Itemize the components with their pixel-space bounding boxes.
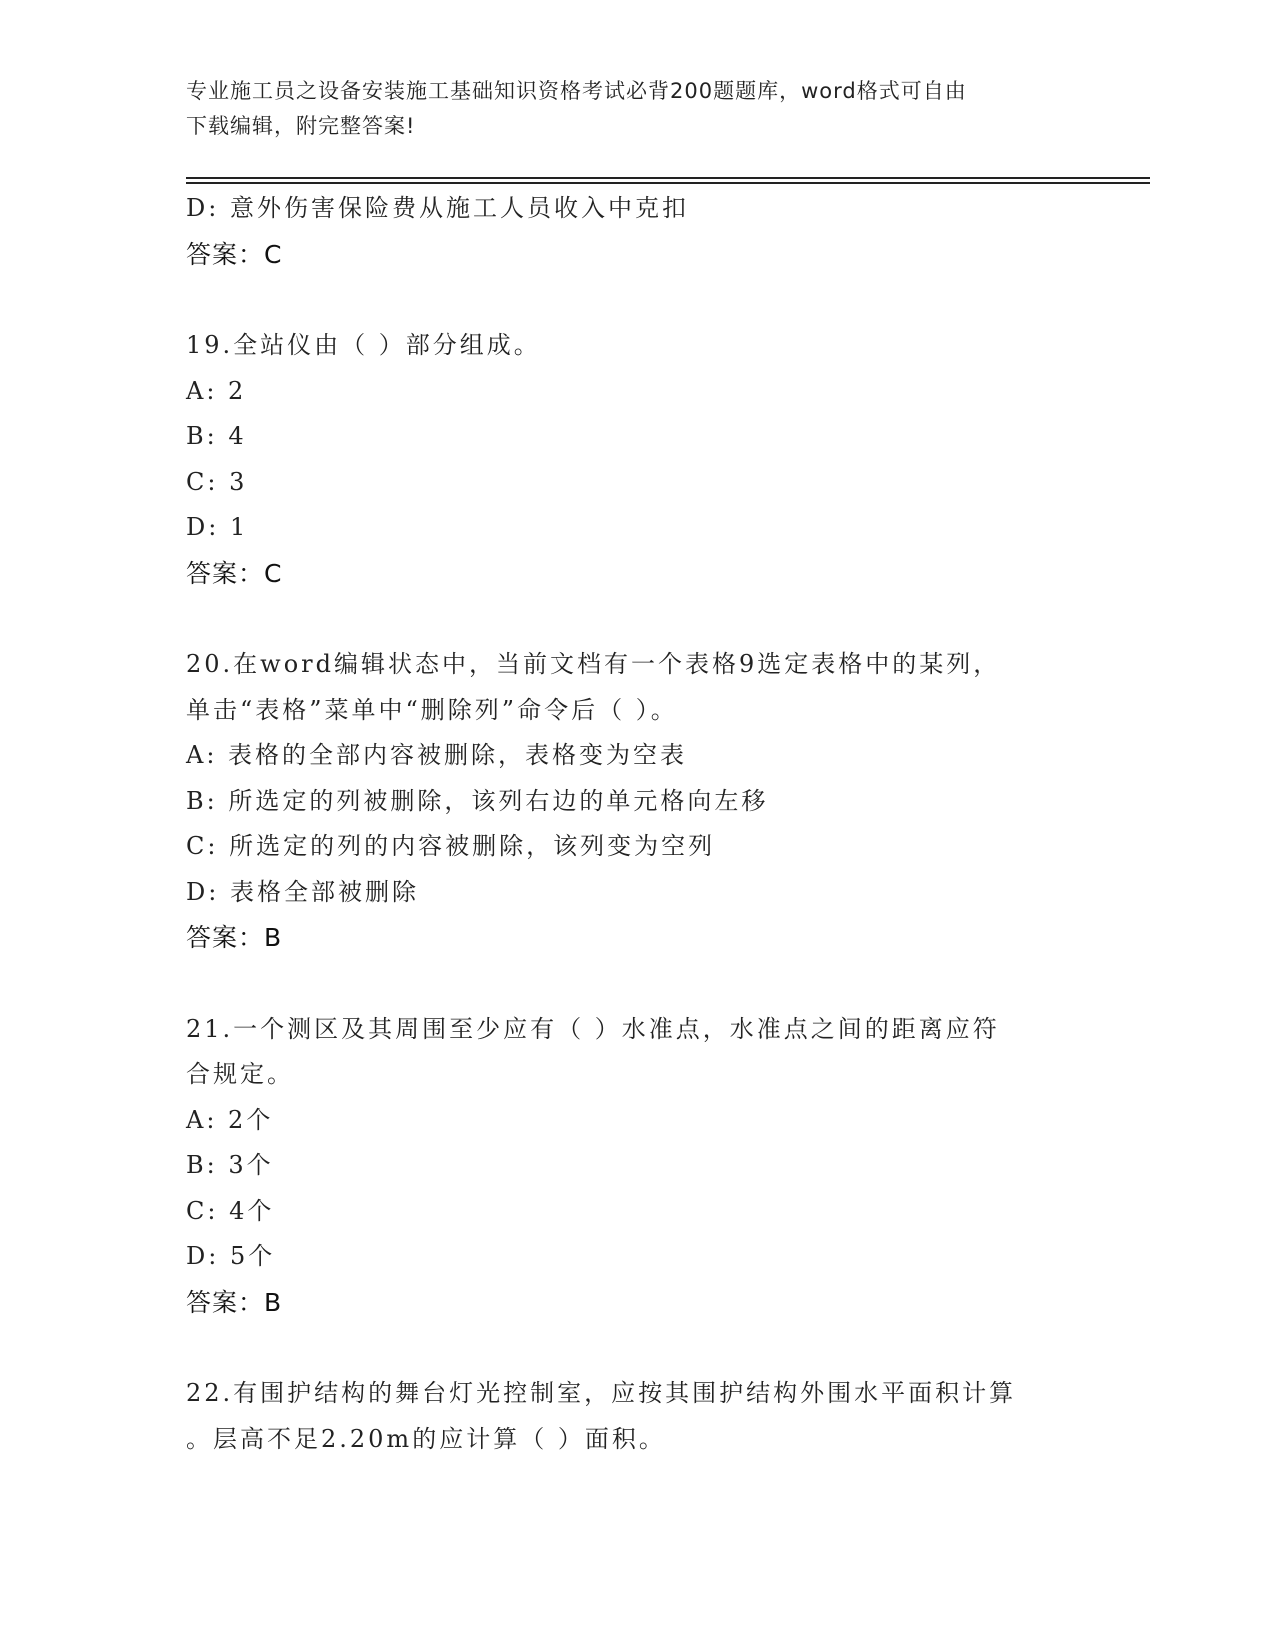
spacer [186, 277, 1086, 323]
header-divider-top [186, 177, 1150, 179]
option-c: C: 3 [186, 467, 248, 496]
option-d: D: 表格全部被删除 [186, 877, 419, 906]
question-21 [186, 1007, 1086, 1326]
header-title-line-1: 专业施工员之设备安装施工基础知识资格考试必背200题题库，word格式可自由 [186, 79, 967, 103]
option-b: B: 4 [186, 422, 247, 450]
option-c: C: 4个 [186, 1196, 275, 1225]
option-a: A: 2个 [186, 1105, 274, 1134]
option-a: A: 表格的全部内容被删除，表格变为空表 [186, 741, 688, 769]
question-stem-line-1: 20.在word编辑状态中，当前文档有一个表格9选定表格中的某列， [186, 650, 1001, 678]
question-19 [186, 323, 1086, 596]
document-header [186, 74, 1086, 144]
question-22 [186, 1371, 1086, 1462]
option-b: B: 所选定的列被删除，该列右边的单元格向左移 [186, 786, 769, 815]
question-stem-line-2: 。层高不足2.20m的应计算（ ）面积。 [186, 1424, 666, 1453]
spacer [186, 961, 1086, 1007]
answer-label: 答案：C [186, 239, 283, 269]
answer-label: 答案：B [186, 923, 283, 952]
option-d: D: 意外伤害保险费从施工人员收入中克扣 [186, 194, 689, 222]
question-stem-line-2: 合规定。 [186, 1060, 294, 1088]
option-a: A: 2 [186, 376, 247, 405]
question-list [186, 186, 1086, 1462]
option-d: D: 1 [186, 513, 249, 541]
question-stem-line-1: 22.有围护结构的舞台灯光控制室，应按其围护结构外围水平面积计算 [186, 1379, 1017, 1407]
question-stem-line-1: 21.一个测区及其周围至少应有（ ）水准点，水准点之间的距离应符 [186, 1014, 1000, 1043]
option-c: C: 所选定的列的内容被删除，该列变为空列 [186, 832, 716, 860]
question-stem-line-2: 单击“表格”菜单中“删除列”命令后（ ）。 [186, 695, 678, 724]
question-18-tail [186, 186, 1086, 277]
answer-label: 答案：C [186, 558, 283, 588]
spacer [186, 596, 1086, 642]
answer-label: 答案：B [186, 1287, 283, 1317]
question-stem: 19.全站仪由（ ）部分组成。 [186, 331, 541, 359]
option-b: B: 3个 [186, 1151, 274, 1179]
header-title-line-2: 下载编辑，附完整答案! [186, 114, 416, 138]
spacer [186, 1325, 1086, 1371]
header-divider-bottom [186, 182, 1150, 184]
option-d: D: 5个 [186, 1242, 276, 1270]
question-20 [186, 642, 1086, 961]
